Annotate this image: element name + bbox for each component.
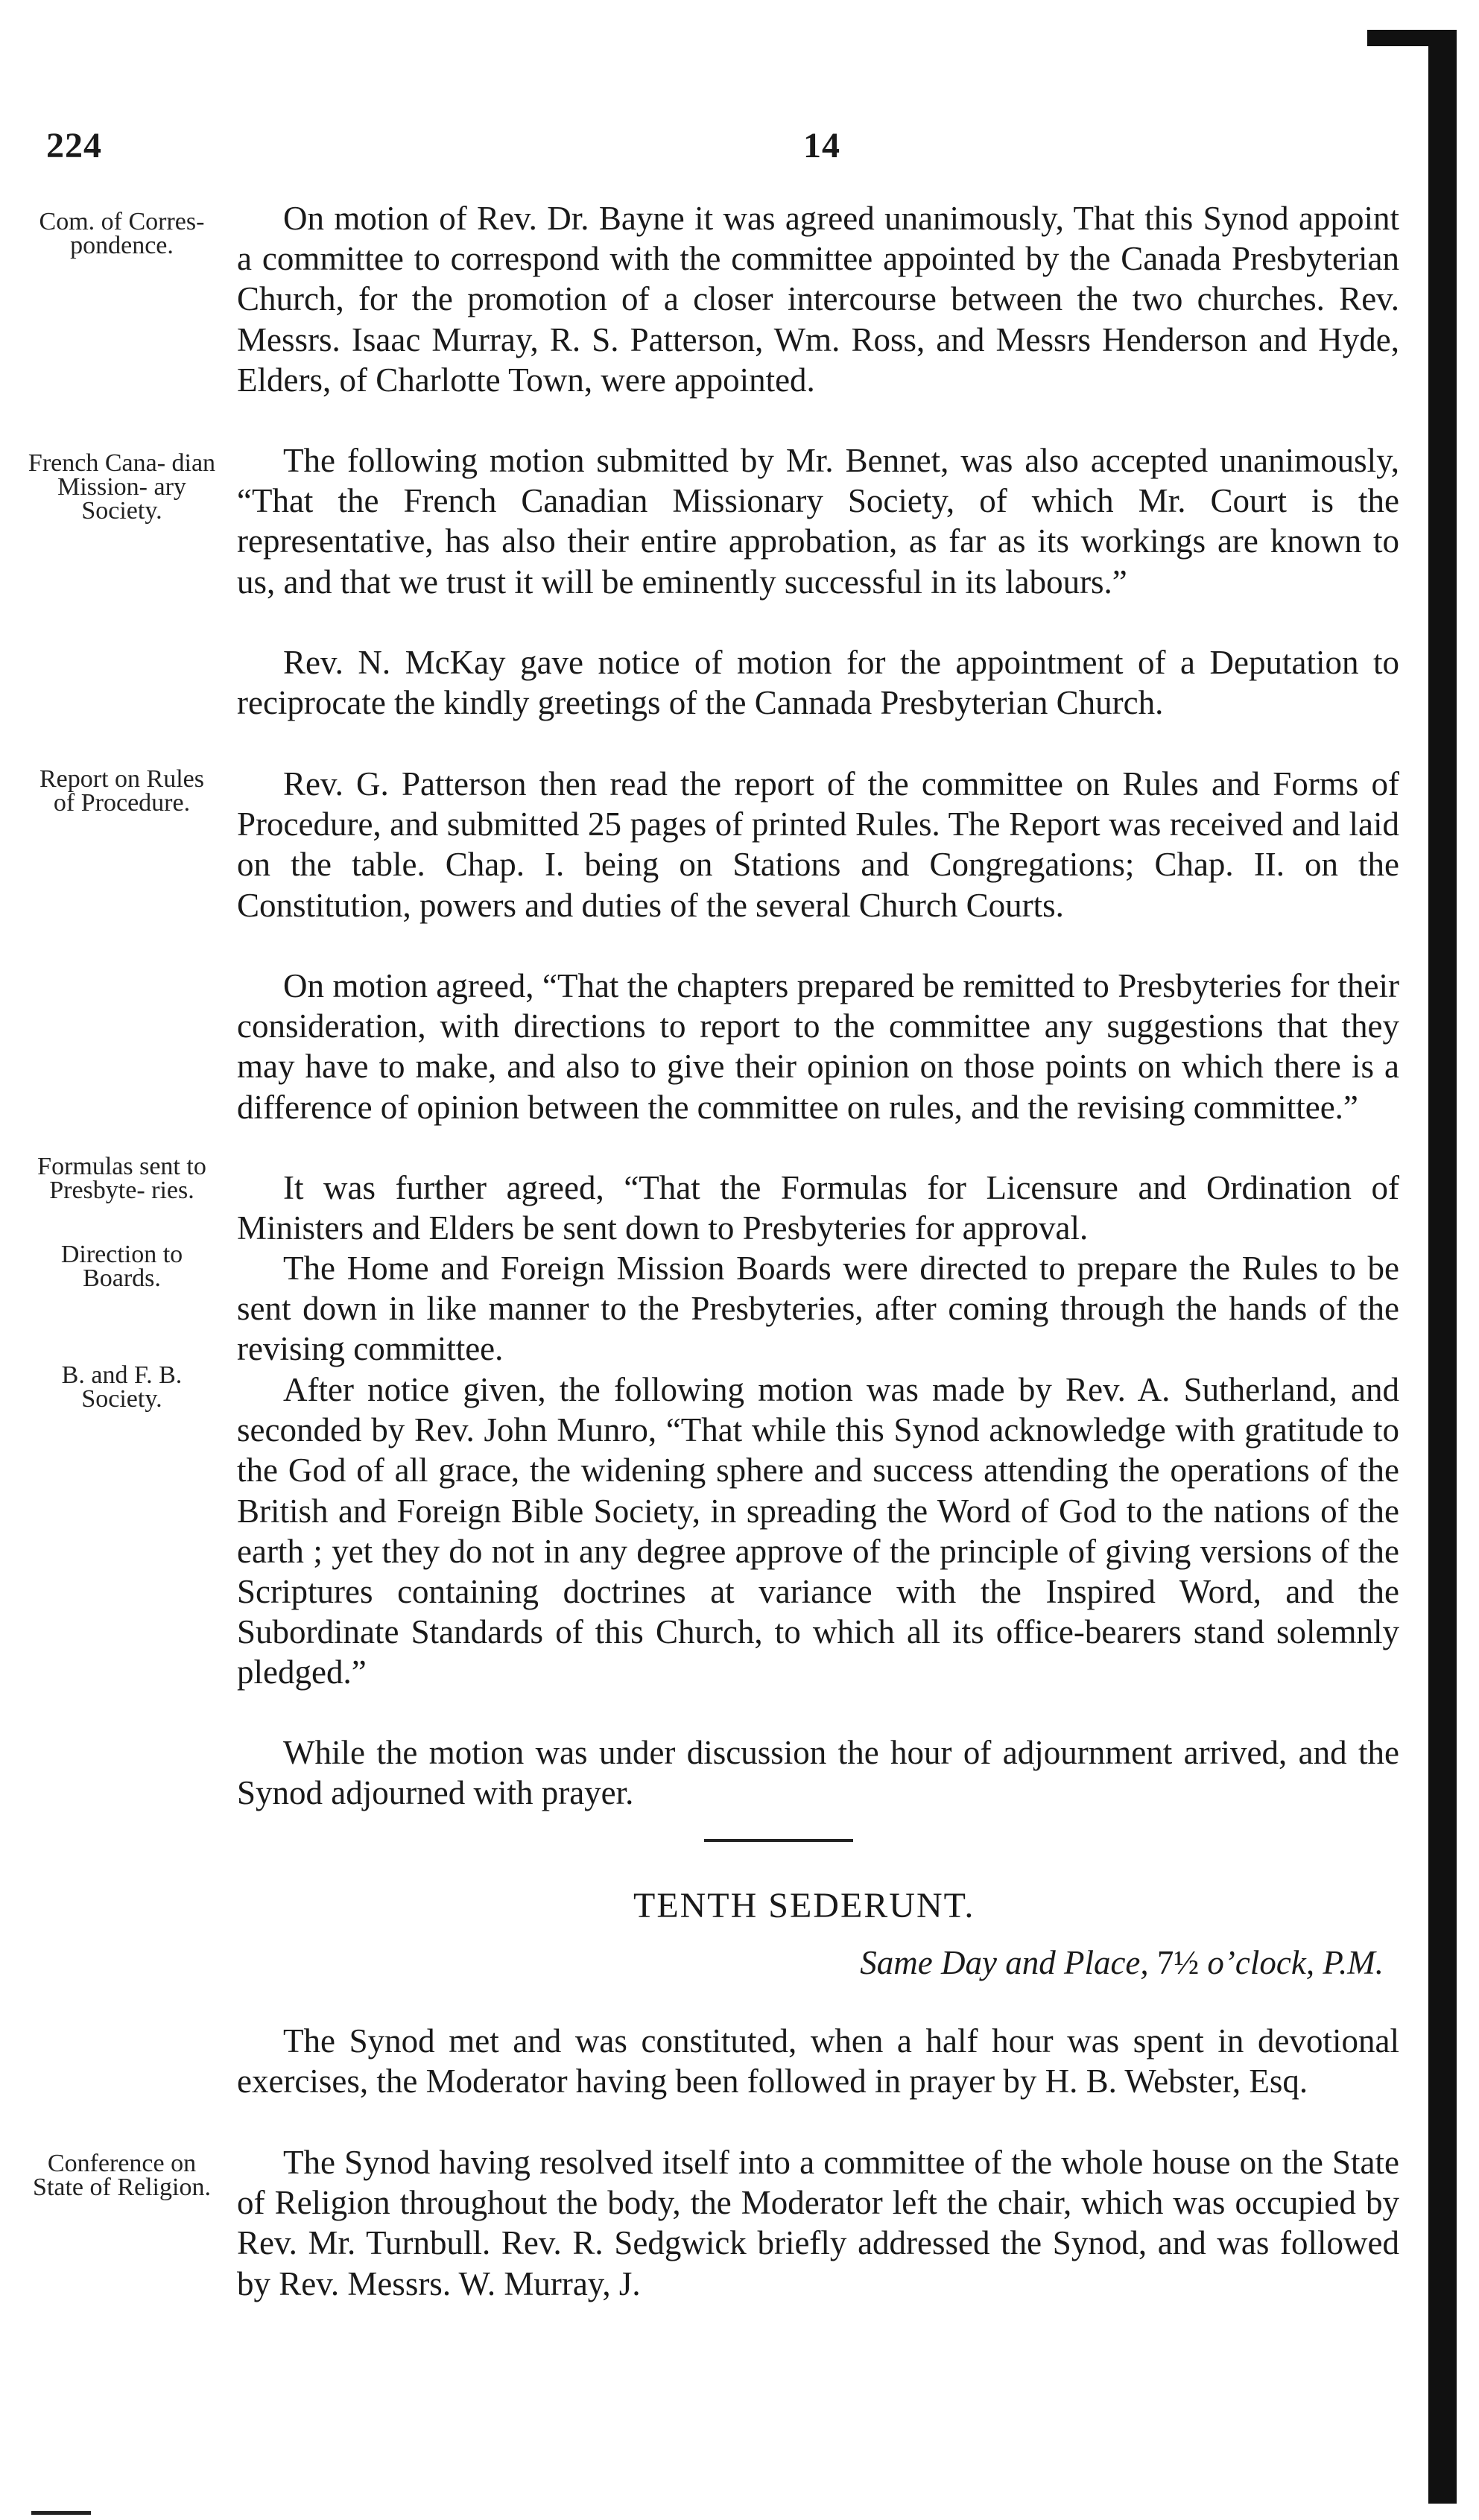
paragraph: Rev. N. McKay gave notice of motion for the appointment of a Deputation to reciprocate the kindly greetings of the Cannada Presbyterian Church.: [237, 644, 1399, 722]
page-number: 224: [46, 126, 102, 165]
margin-note-correspondence: Com. of Corres- pondence.: [39, 208, 205, 259]
paragraph: The following motion submitted by Mr. Bennet, was also accepted unanimously, “That the French Canadian Missionary Society, of which Mr. Court is the representative, has also their entire approbation, as far as its workings are known to us, and that we trust it will be eminently successful in its labours.”: [237, 442, 1399, 601]
paragraph: The Synod having resolved itself into a committee of the whole house on the State of Religion throughout the body, the Moderator left the chair, which was occupied by Rev. Mr. Turnbull. Rev. R. Sedgwick briefly addressed the Synod, and was followed by Rev. Messrs. W. Murray, J.: [237, 2144, 1399, 2302]
subtitle-part: Same Day and Place,: [860, 1944, 1157, 1981]
margin-note-bible-society: B. and F. B. Society.: [61, 1361, 183, 1413]
bottom-mark: [31, 2511, 91, 2515]
subtitle-time: 7½: [1156, 1944, 1200, 1981]
paragraph: On motion of Rev. Dr. Bayne it was agreed unanimously, That this Synod appoint a committee to correspond with the committee appointed by the Canada Presbyterian Church, for the promotion of a closer intercourse between the two churches. Rev. Messrs. Isaac Murray, R. S. Patterson, Wm. Ross, and Messrs Henderson and Hyde, Elders, of Charlotte Town, were appointed.: [237, 200, 1399, 399]
paragraph: The Synod met and was constituted, when a half hour was spent in devotional exercises, the Moderator having been followed in prayer by H. B. Webster, Esq.: [237, 2022, 1399, 2100]
margin-note-boards: Direction to Boards.: [60, 1241, 183, 1292]
margin-note-french-canadian: French Cana- dian Mission- ary Society.: [28, 449, 216, 525]
paragraph: On motion agreed, “That the chapters prepared be remitted to Presbyteries for their consideration, with directions to report to the committee any suggestions that they may have to make, and also to give their opinion on those points on which there is a difference of opinion between the committee on rules, and the revising committee.”: [237, 967, 1399, 1126]
section-divider: [704, 1839, 853, 1842]
section-subtitle: [860, 1943, 1384, 1982]
paragraph: The Home and Foreign Mission Boards were directed to prepare the Rules to be sent down in like manner to the Presbyteries, after coming through the hands of the revising committee.: [237, 1250, 1399, 1368]
subtitle-part: o’clock, P.M.: [1199, 1944, 1384, 1981]
margin-note-formulas: Formulas sent to Presbyte- ries.: [37, 1153, 206, 1204]
paragraph: While the motion was under discussion the hour of adjournment arrived, and the Synod adjourned with prayer.: [237, 1734, 1399, 1812]
section-title: TENTH SEDERUNT.: [633, 1886, 975, 1925]
paragraph: Rev. G. Patterson then read the report of the committee on Rules and Forms of Procedure, and submitted 25 pages of printed Rules. The Report was received and laid on the table. Chap. I. being on Stations and Congregations; Chap. II. on the Constitution, powers and duties of the several Church Courts.: [237, 765, 1399, 924]
paragraph: It was further agreed, “That the Formulas for Licensure and Ordination of Ministers and Elders be sent down to Presbyteries for approval.: [237, 1169, 1399, 1247]
margin-note-conference: Conference on State of Religion.: [33, 2150, 211, 2201]
section-page-number: 14: [803, 126, 840, 165]
page-edge-corner: [1367, 30, 1457, 46]
page-edge-shadow: [1428, 30, 1457, 2504]
margin-note-rules: Report on Rules of Procedure.: [39, 765, 204, 817]
paragraph: After notice given, the following motion was made by Rev. A. Sutherland, and seconded by Rev. John Munro, “That while this Synod acknowledge with gratitude to the God of all grace, the widening sphere and success attending the operations of the British and Foreign Bible Society, in spreading the Word of God to the nations of the earth ; yet they do not in any degree approve of the principle of giving versions of the Scriptures containing doctrines at variance with the Inspired Word, and the Subordinate Standards of this Church, to which all its office-bearers stand solemnly pledged.”: [237, 1371, 1399, 1691]
